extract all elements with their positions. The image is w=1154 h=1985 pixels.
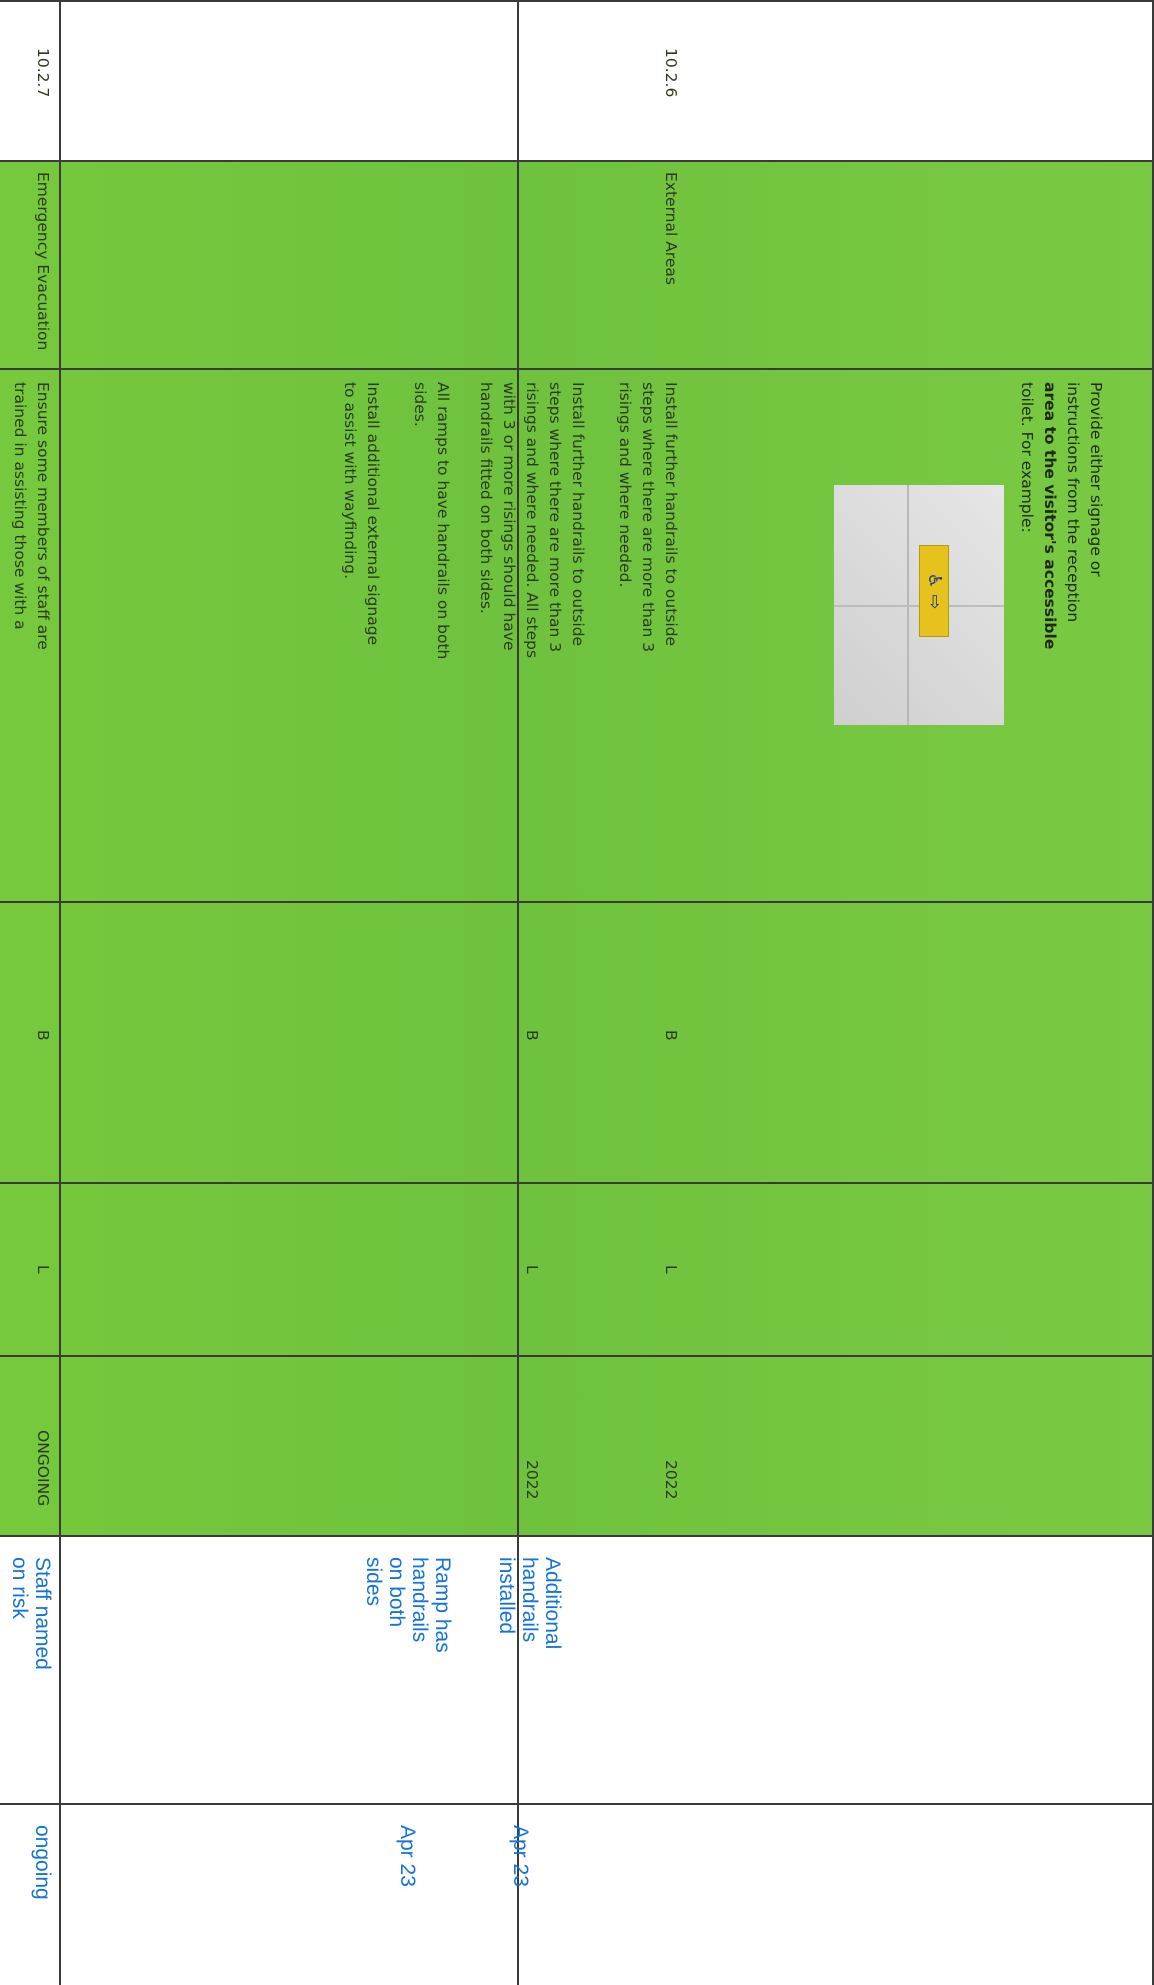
area-name: External Areas — [662, 172, 680, 285]
signage-text: Provide either signage or instructions from the reception area to the visitor's accessible toilet. For example: — [1018, 382, 1105, 650]
progress-note: Staff named on risk — [8, 1557, 54, 1670]
col-divider — [0, 368, 1154, 370]
row-ref: 10.2.6 — [662, 48, 680, 98]
col-divider — [0, 1182, 1154, 1184]
accessible-toilet-sign-photo — [834, 485, 1004, 725]
col-divider — [0, 1803, 1154, 1805]
progress-note: Additional handrails installed — [495, 1557, 564, 1650]
progress-date: Apr 23 — [396, 1825, 419, 1887]
cost: L — [662, 1265, 680, 1274]
progress-date: Apr 23 — [509, 1825, 532, 1887]
cost: L — [34, 1265, 52, 1274]
col-divider — [0, 1535, 1154, 1537]
target-date: 2022 — [523, 1460, 541, 1500]
priority: B — [523, 1030, 541, 1041]
col-divider — [0, 160, 1154, 162]
progress-note: Ramp has handrails on both sides — [362, 1557, 454, 1653]
col-divider — [0, 901, 1154, 903]
target-date: 2022 — [662, 1460, 680, 1500]
priority: B — [662, 1030, 680, 1041]
table-border — [0, 0, 1154, 2]
action-text: Ensure some members of staff are trained in assisting those with a — [11, 382, 52, 650]
area-name: Emergency Evacuation — [34, 172, 52, 351]
row-divider — [59, 0, 61, 1985]
wheelchair-icon: ♿ ⇨ — [919, 545, 949, 637]
row-ref: 10.2.7 — [34, 48, 52, 98]
action-text: Install additional external signage to assist with wayfinding. — [341, 382, 382, 646]
action-text: Install further handrails to outside steps where there are more than 3 risings and where needed. — [616, 382, 680, 653]
action-text: All ramps to have handrails on both sides. — [411, 382, 452, 660]
progress-date: ongoing — [31, 1825, 54, 1900]
target-date: ONGOING — [34, 1430, 52, 1507]
row-divider — [517, 0, 519, 1985]
action-text: Install further handrails to outside steps where there are more than 3 risings and where needed. All steps with 3 or more risings should have handrails fitted on both sides. — [477, 382, 587, 659]
col-divider — [0, 1355, 1154, 1357]
cost: L — [523, 1265, 541, 1274]
priority: B — [34, 1030, 52, 1041]
green-highlight — [0, 160, 1154, 1535]
